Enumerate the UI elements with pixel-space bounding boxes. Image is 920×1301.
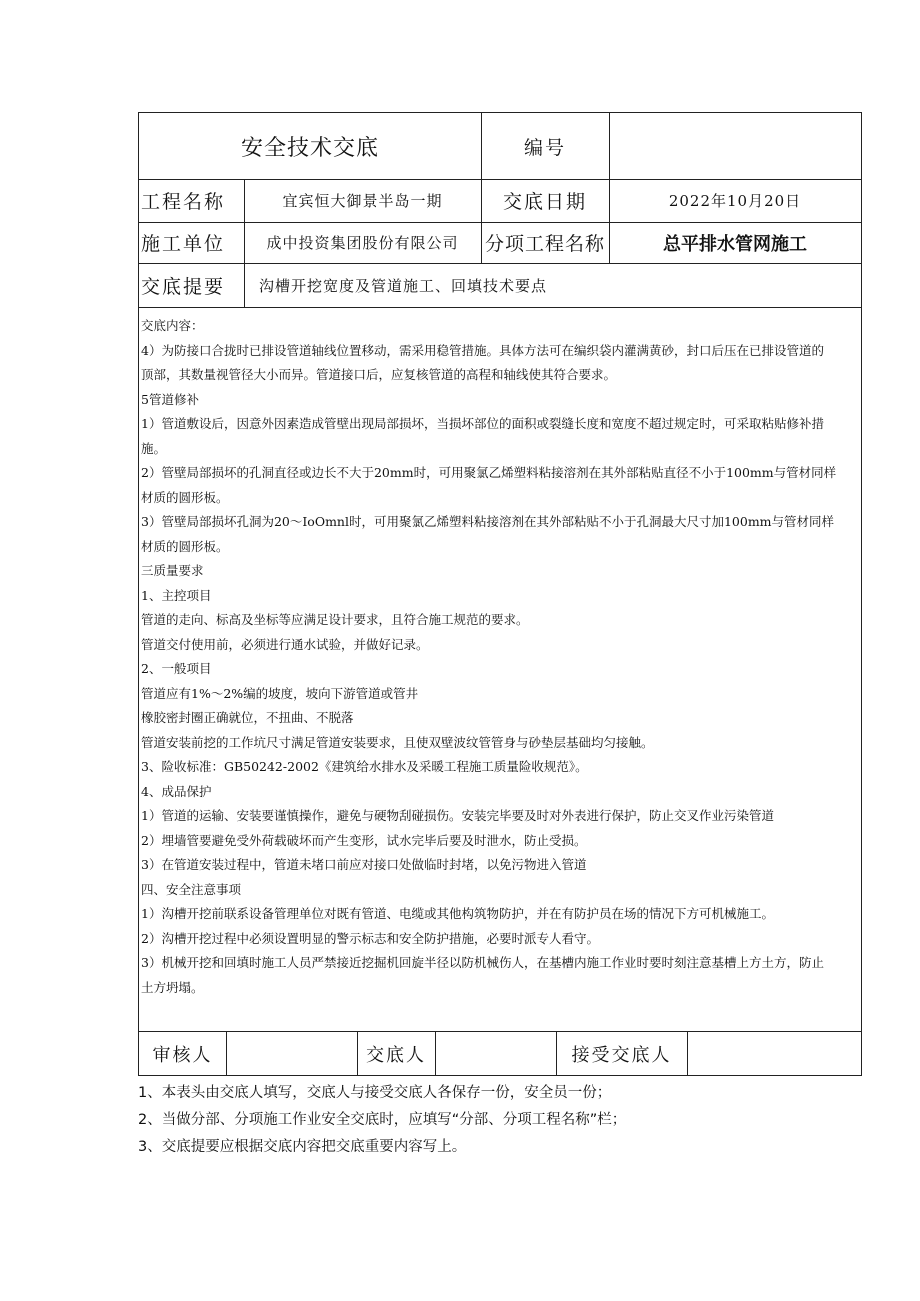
unit-label: 施工单位 <box>141 233 226 255</box>
content-line: 2）管壁局部损坏的孔洞直径或边长不大于20mm时，可用聚氯乙烯塑料粘接溶剂在其外部粘贴直径不小于100mm与管材同样 <box>141 465 837 480</box>
project-name-label: 工程名称 <box>141 191 226 213</box>
footnote: 1、本表头由交底人填写，交底人与接受交底人各保存一份，安全员一份； <box>138 1085 612 1101</box>
footnote: 3、交底提要应根据交底内容把交底重要内容写上。 <box>138 1139 467 1155</box>
date-value: 2022年10月20日 <box>668 192 802 210</box>
content-line: 3、险收标准：GB50242-2002《建筑给水排水及采暖工程施工质量险收规范》。 <box>141 759 588 774</box>
receiver-label: 接受交底人 <box>571 1044 672 1066</box>
content-line: 材质的圆形板。 <box>141 489 229 505</box>
sub-project-label: 分项工程名称 <box>484 233 605 255</box>
form-title: 安全技术交底 <box>240 135 379 161</box>
sub-project-value: 总平排水管网施工 <box>663 233 807 255</box>
reviewer-field[interactable] <box>226 1031 357 1076</box>
content-line: 管道交付使用前，必须进行通水试验，并做好记录。 <box>141 636 429 652</box>
reviewer-label: 审核人 <box>152 1044 213 1066</box>
number-value <box>609 113 861 179</box>
content-line: 1、主控项目 <box>141 587 212 603</box>
discloser-label: 交底人 <box>366 1044 426 1066</box>
content-line: 2、一般项目 <box>141 661 212 676</box>
discloser-field[interactable] <box>435 1031 556 1076</box>
content-line: 土方坍塌。 <box>141 979 204 995</box>
content-line: 四、安全注意事项 <box>141 881 242 897</box>
content-line: 管道的走向、标高及坐标等应满足设计要求，且符合施工规范的要求。 <box>141 612 529 627</box>
content-line: 4）为防接口合拢时已排设管道轴线位置移动，需采用稳管措施。具体方法可在编织袋内灌满黄砂，封口后压在已排设管道的 <box>141 342 824 358</box>
content-line: 3）机械开挖和回填时施工人员严禁接近挖掘机回旋半径以防机械伤人，在基槽内施工作业时要时刻注意基槽上方土方，防止 <box>141 955 824 970</box>
content-line: 交底内容： <box>141 318 204 333</box>
project-name-value: 宜宾恒大御景半岛一期 <box>282 192 443 210</box>
unit-value: 成中投资集团股份有限公司 <box>266 234 459 252</box>
content-line: 2）沟槽开挖过程中必须设置明显的警示标志和安全防护措施，必要时派专人看守。 <box>141 930 599 946</box>
receiver-field[interactable] <box>687 1031 861 1076</box>
summary-value: 沟槽开挖宽度及管道施工、回填技术要点 <box>259 276 548 295</box>
summary-label: 交底提要 <box>141 275 226 298</box>
content-line: 橡胶密封圈正确就位，不扭曲、不脱落 <box>141 710 354 725</box>
disclosure-form <box>138 112 862 1076</box>
disclosure-content <box>141 314 861 1000</box>
content-line: 2）埋墙管要避免受外荷载破坏而产生变形，试水完毕后要及时泄水，防止受损。 <box>141 832 587 848</box>
content-line: 施。 <box>141 440 167 456</box>
content-line: 管道应有1%～2%编的坡度，坡向下游管道或管井 <box>141 685 419 701</box>
content-line: 顶部，其数量视管径大小而异。管道接口后，应复核管道的高程和轴线使其符合要求。 <box>141 367 617 382</box>
number-label: 编号 <box>523 136 566 159</box>
content-line: 1）沟槽开挖前联系设备管理单位对既有管道、电缆或其他构筑物防护，并在有防护员在场的情况下方可机械施工。 <box>141 906 774 921</box>
footnote: 2、当做分部、分项施工作业安全交底时，应填写“分部、分项工程名称”栏； <box>138 1112 627 1128</box>
content-line: 三质量要求 <box>141 563 204 578</box>
date-label: 交底日期 <box>502 191 587 213</box>
content-line: 1）管道的运输、安装要谨慎操作，避免与硬物刮碰损伤。安装完毕要及时对外表进行保护，防止交叉作业污染管道 <box>141 808 774 823</box>
content-line: 3）在管道安装过程中，管道未堵口前应对接口处做临时封堵，以免污物进入管道 <box>141 857 587 872</box>
content-line: 5管道修补 <box>141 391 199 407</box>
content-line: 4、成品保护 <box>141 783 212 799</box>
content-line: 管道安装前挖的工作坑尺寸满足管道安装要求，且使双壁波纹管管身与砂垫层基础均匀接触。 <box>141 734 654 750</box>
footnotes <box>138 1080 626 1161</box>
content-line: 3）管壁局部损坏孔洞为20～IoOmnl时，可用聚氯乙烯塑料粘接溶剂在其外部粘贴不小于孔洞最大尺寸加100mm与管材同样 <box>141 514 835 529</box>
content-line: 材质的圆形板。 <box>141 538 229 554</box>
content-line: 1）管道敷设后，因意外因素造成管壁出现局部损坏，当损坏部位的面积或裂缝长度和宽度不超过规定时，可采取粘贴修补措 <box>141 416 824 431</box>
row-divider <box>139 307 861 308</box>
